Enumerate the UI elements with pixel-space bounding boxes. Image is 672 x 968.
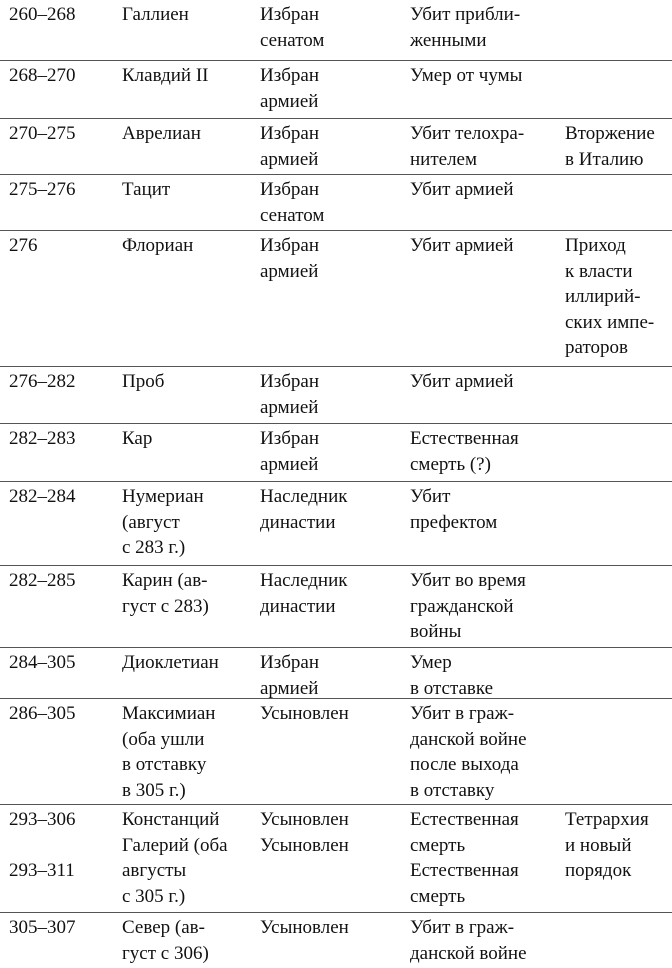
end-of-reign-cell: Убит армией xyxy=(410,235,514,256)
end-of-reign-cell: Убит армией xyxy=(410,179,514,200)
year-range-cell: 270–275 xyxy=(9,123,76,144)
emperor-name-cell: Север (ав- густ с 306) xyxy=(122,917,209,964)
end-of-reign-cell: Убит телохра- нителем xyxy=(410,123,525,170)
emperor-name-cell: Флориан xyxy=(122,235,194,256)
table-row xyxy=(0,804,672,913)
emperor-name-cell: Констанций Галерий (оба августы с 305 г.) xyxy=(122,809,228,907)
end-of-reign-cell: Естественная смерть (?) xyxy=(410,428,519,475)
year-range-cell: 282–283 xyxy=(9,428,76,449)
end-of-reign-cell: Естественная смерть Естественная смерть xyxy=(410,809,519,907)
year-range-cell: 286–305 xyxy=(9,703,76,724)
year-range-cell: 282–284 xyxy=(9,486,76,507)
end-of-reign-cell: Убит прибли- женными xyxy=(410,4,521,51)
end-of-reign-cell: Умер от чумы xyxy=(410,65,523,86)
emperor-name-cell: Проб xyxy=(122,371,165,392)
emperor-name-cell: Аврелиан xyxy=(122,123,201,144)
accession-cell: Усыновлен xyxy=(260,703,349,724)
table-row xyxy=(0,647,672,699)
table-row xyxy=(0,912,672,968)
year-range-cell: 293–306 293–311 xyxy=(9,809,76,881)
table-row xyxy=(0,698,672,805)
year-range-cell: 305–307 xyxy=(9,917,76,938)
accession-cell: Избран армией xyxy=(260,65,319,112)
table-row xyxy=(0,174,672,231)
accession-cell: Избран армией xyxy=(260,428,319,475)
end-of-reign-cell: Убит в граж- данской войне после выхода в отставку xyxy=(410,703,527,801)
accession-cell: Избран сенатом xyxy=(260,179,325,226)
end-of-reign-cell: Убит префектом xyxy=(410,486,498,533)
year-range-cell: 282–285 xyxy=(9,570,76,591)
emperor-name-cell: Карин (ав- густ с 283) xyxy=(122,570,209,617)
emperor-name-cell: Клавдий II xyxy=(122,65,209,86)
table-row xyxy=(0,60,672,119)
emperor-name-cell: Тацит xyxy=(122,179,171,200)
end-of-reign-cell: Убит в граж- данской войне xyxy=(410,917,527,964)
table-row xyxy=(0,366,672,424)
accession-cell: Наследник династии xyxy=(260,570,348,617)
note-cell: Приход к власти иллирий- ских импе- раторов xyxy=(565,235,655,358)
table-row xyxy=(0,423,672,482)
accession-cell: Усыновлен Усыновлен xyxy=(260,809,349,856)
table-row xyxy=(0,565,672,648)
end-of-reign-cell: Убит во время гражданской войны xyxy=(410,570,526,642)
year-range-cell: 260–268 xyxy=(9,4,76,25)
emperor-name-cell: Галлиен xyxy=(122,4,189,25)
emperor-name-cell: Максимиан (оба ушли в отставку в 305 г.) xyxy=(122,703,216,801)
emperor-name-cell: Диоклетиан xyxy=(122,652,219,673)
table-row xyxy=(0,481,672,566)
note-cell: Тетрархия и новый порядок xyxy=(565,809,649,881)
emperor-name-cell: Кар xyxy=(122,428,153,449)
year-range-cell: 284–305 xyxy=(9,652,76,673)
year-range-cell: 275–276 xyxy=(9,179,76,200)
accession-cell: Избран армией xyxy=(260,123,319,170)
accession-cell: Усыновлен xyxy=(260,917,349,938)
note-cell: Вторжение в Италию xyxy=(565,123,655,170)
accession-cell: Избран армией xyxy=(260,371,319,418)
year-range-cell: 276 xyxy=(9,235,38,256)
emperor-name-cell: Нумериан (август с 283 г.) xyxy=(122,486,204,558)
accession-cell: Избран армией xyxy=(260,235,319,282)
end-of-reign-cell: Умер в отставке xyxy=(410,652,494,699)
table-row xyxy=(0,0,672,60)
accession-cell: Наследник династии xyxy=(260,486,348,533)
table-row xyxy=(0,118,672,175)
year-range-cell: 268–270 xyxy=(9,65,76,86)
table-row xyxy=(0,230,672,367)
accession-cell: Избран армией xyxy=(260,652,319,699)
accession-cell: Избран сенатом xyxy=(260,4,325,51)
end-of-reign-cell: Убит армией xyxy=(410,371,514,392)
year-range-cell: 276–282 xyxy=(9,371,76,392)
